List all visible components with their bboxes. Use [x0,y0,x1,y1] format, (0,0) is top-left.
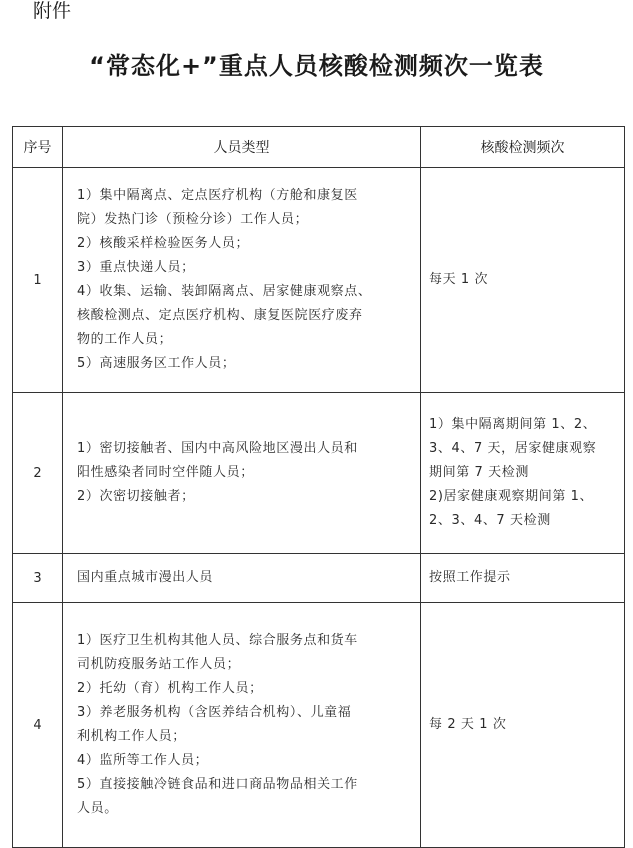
frequency-line: 期间第 7 天检测 [429,465,529,480]
category-line: 4）收集、运输、装卸隔离点、居家健康观察点、 [77,284,372,299]
category-line: 2）次密切接触者； [77,489,195,504]
frequency-line: 每 2 天 1 次 [429,717,507,732]
frequency-line: 2、3、4、7 天检测 [429,513,551,528]
test-frequency [421,603,625,848]
category-line: 司机防疫服务站工作人员； [77,657,241,672]
table-row [13,393,625,554]
personnel-category [63,168,421,393]
personnel-category [63,393,421,554]
category-line: 2）核酸采样检验医务人员； [77,236,250,251]
category-line: 人员。 [77,801,118,816]
category-line: 阳性感染者同时空伴随人员； [77,465,254,480]
category-line: 1）医疗卫生机构其他人员、综合服务点和货车 [77,633,358,648]
test-frequency [421,393,625,554]
category-line: 1）集中隔离点、定点医疗机构（方舱和康复医 [77,188,358,203]
category-line: 利机构工作人员； [77,729,186,744]
page-title: “常态化+”重点人员核酸检测频次一览表 [89,52,544,80]
category-line: 国内重点城市漫出人员 [77,570,214,585]
table-row [13,603,625,848]
frequency-line: 每天 1 次 [429,272,489,287]
column-header-frequency: 核酸检测频次 [421,127,625,168]
frequency-table [12,126,625,848]
category-line: 3）重点快递人员； [77,260,195,275]
category-line: 4）监所等工作人员； [77,753,209,768]
table-row [13,554,625,603]
frequency-line: 3、4、7 天，居家健康观察 [429,441,597,456]
row-number: 4 [13,603,63,848]
table-row [13,168,625,393]
column-header-number: 序号 [13,127,63,168]
column-header-category: 人员类型 [63,127,421,168]
frequency-line: 按照工作提示 [429,570,511,585]
test-frequency [421,554,625,603]
category-line: 1）密切接触者、国内中高风险地区漫出人员和 [77,441,358,456]
row-number: 1 [13,168,63,393]
category-line: 物的工作人员； [77,332,173,347]
category-line: 3）养老服务机构（含医养结合机构）、儿童福 [77,705,352,720]
row-number: 3 [13,554,63,603]
category-line: 5）直接接触冷链食品和进口商品物品相关工作 [77,777,358,792]
personnel-category [63,603,421,848]
category-line: 5）高速服务区工作人员； [77,356,236,371]
personnel-category [63,554,421,603]
category-line: 核酸检测点、定点医疗机构、康复医院医疗废弃 [77,308,363,323]
attachment-label: 附件 [33,0,72,22]
frequency-line: 1）集中隔离期间第 1、2、 [429,417,597,432]
category-line: 2）托幼（育）机构工作人员； [77,681,263,696]
frequency-line: 2)居家健康观察期间第 1、 [429,489,594,504]
test-frequency [421,168,625,393]
category-line: 院）发热门诊（预检分诊）工作人员； [77,212,309,227]
table-header-row [13,127,625,168]
row-number: 2 [13,393,63,554]
